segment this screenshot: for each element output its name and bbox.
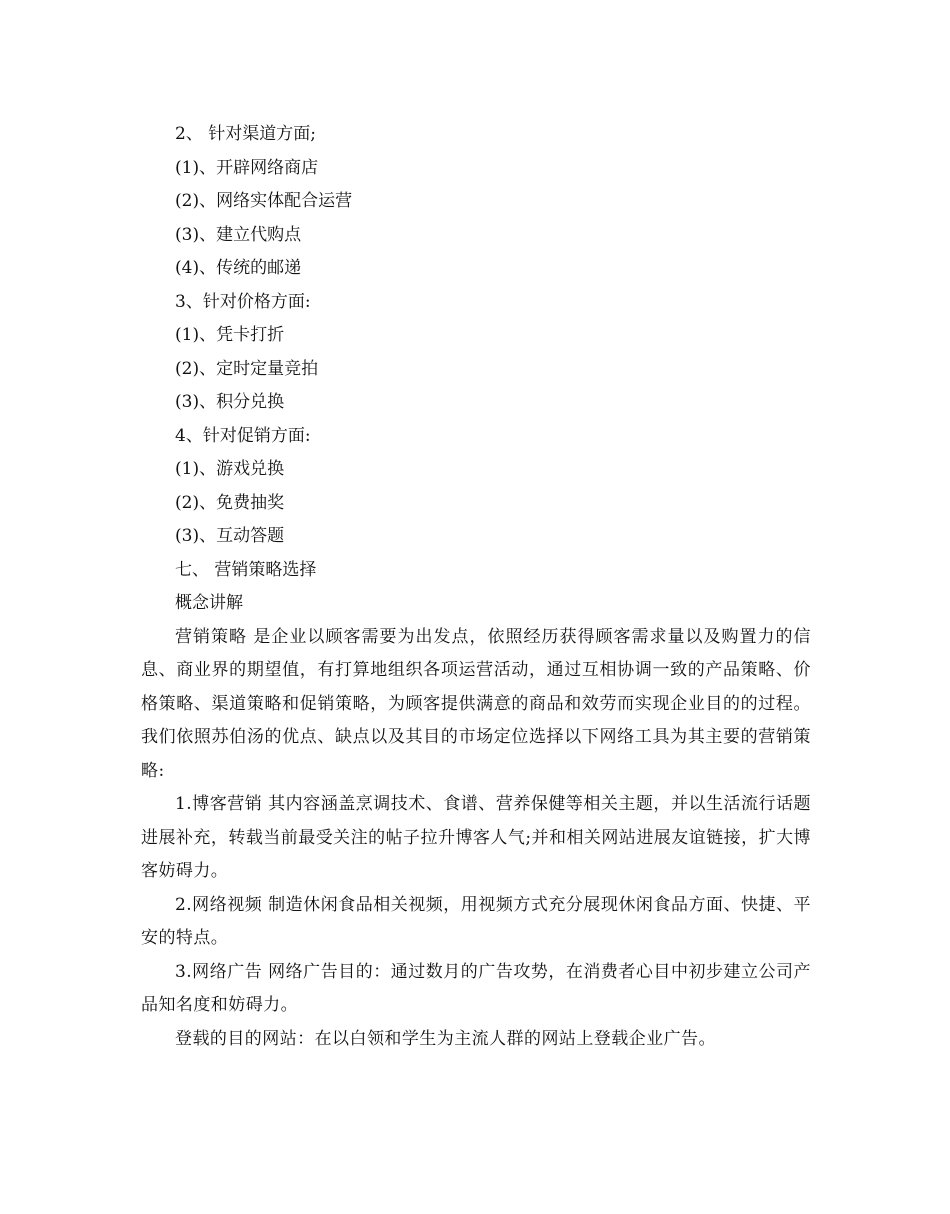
list-item: (3)、建立代购点: [175, 224, 302, 245]
paragraph-video-marketing: 2.网络视频 制造休闲食品相关视频，用视频方式充分展现休闲食品方面、快捷、平安的特点。: [141, 894, 811, 948]
list-item: (3)、互动答题: [175, 526, 285, 546]
list-item: (1)、凭卡打折: [175, 325, 285, 345]
paragraph-online-ads: 3.网络广告 网络广告目的：通过数月的广告攻势，在消费者心目中初步建立公司产品知名度和妨碍力。: [141, 961, 811, 1015]
heading-price: 3、针对价格方面:: [175, 291, 311, 312]
subheading-concept: 概念讲解: [175, 593, 243, 613]
heading-channel: 2、 针对渠道方面;: [175, 124, 316, 144]
paragraph-strategy-definition: 营销策略 是企业以顾客需要为出发点，依照经历获得顾客需求量以及购置力的信息、商业界的期望值，有打算地组织各项运营活动，通过互相协调一致的产品策略、价格策略、渠道策略和促销策略，为顾客提供满意的商品和效劳而实现企业目的的过程。我们依照苏伯汤的优点、缺点以及其目的市场定位选择以下网络工具为其主要的营销策略:: [141, 626, 811, 781]
list-item: (2)、定时定量竞拍: [175, 358, 319, 379]
list-item: (1)、游戏兑换: [175, 459, 285, 479]
paragraph-blog-marketing: 1.博客营销 其内容涵盖烹调技术、食谱、营养保健等相关主题，并以生活流行话题进展补充，转载当前最受关注的帖子拉升博客人气;并和相关网站进展友谊链接，扩大博客妨碍力。: [141, 794, 811, 881]
list-item: (4)、传统的邮递: [175, 258, 302, 278]
section-heading-strategy: 七、 营销策略选择: [175, 559, 317, 580]
list-item: (2)、网络实体配合运营: [175, 191, 353, 211]
document-body: [141, 118, 811, 1056]
list-item: (1)、开辟网络商店: [175, 157, 319, 178]
heading-promotion: 4、针对促销方面:: [175, 425, 311, 446]
paragraph-target-sites: 登载的目的网站：在以白领和学生为主流人群的网站上登载企业广告。: [175, 1028, 716, 1049]
list-item: (3)、积分兑换: [175, 392, 285, 412]
list-item: (2)、免费抽奖: [175, 492, 285, 513]
